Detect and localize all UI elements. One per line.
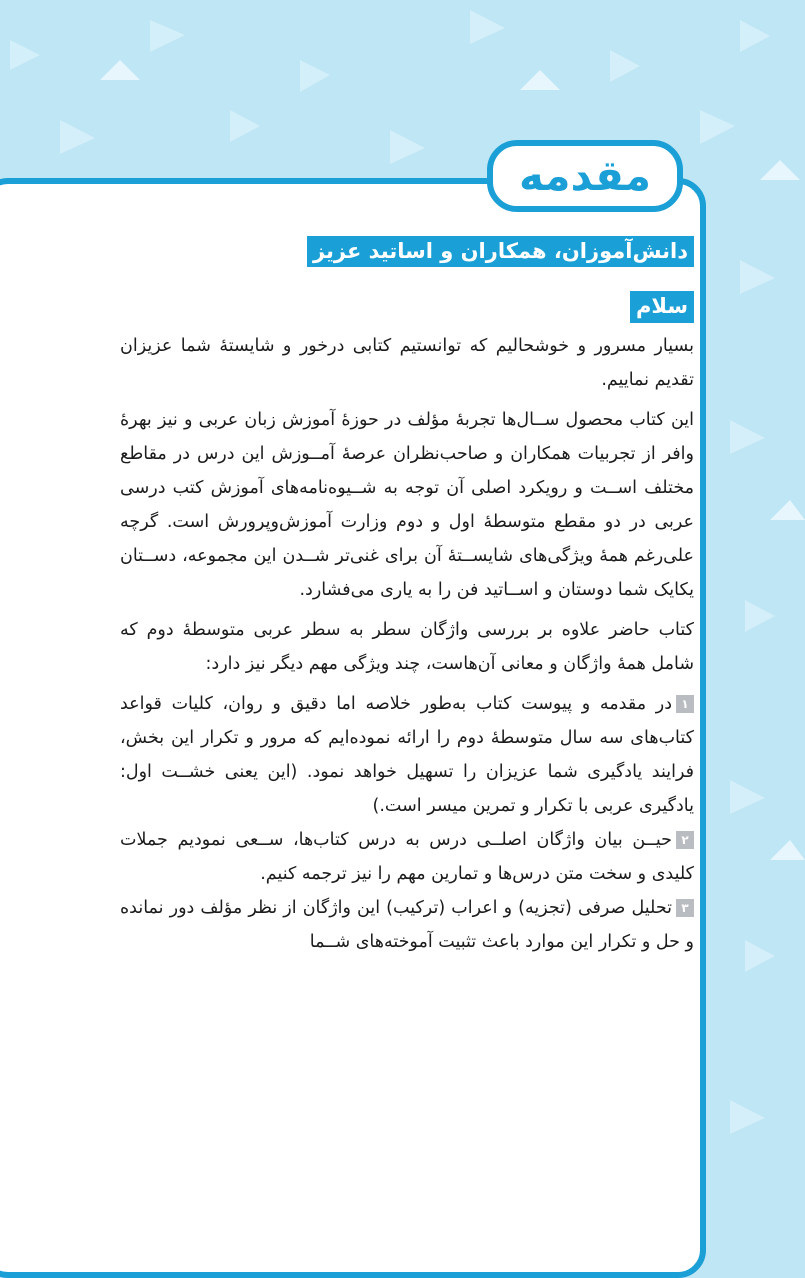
paragraph: بسیار مسرور و خوشحالیم که توانستیم کتابی درخور و شایستهٔ شما عزیزان تقدیم نماییم. <box>120 335 694 390</box>
list-item <box>120 823 694 891</box>
greeting-heading: سلام <box>630 291 694 322</box>
item-number-badge: ۳ <box>676 899 694 917</box>
list-item-text: تحلیل صرفی (تجزیه) و اعراب (ترکیب) این واژگان از نظر مؤلف دور نمانده و حل و تکرار این موارد باعث تثبیت آموخته‌های شــما <box>120 897 694 952</box>
item-number-badge: ۱ <box>676 695 694 713</box>
page-title: مقدمه <box>519 151 651 200</box>
audience-heading: دانش‌آموزان، همکاران و اساتید عزیز <box>307 236 694 267</box>
list-item-text: در مقدمه و پیوست کتاب به‌طور خلاصه اما دقیق و روان، کلیات قواعد کتاب‌های سه سال متوسطهٔ دوم را ارائه نموده‌ایم که مرور و تکرار این بخش، فرایند یادگیری شما عزیزان را تسهیل خواهد نمود. (این یعنی خشــت اول: یادگیری عربی با تکرار و تمرین میسر است.) <box>120 693 694 816</box>
list-item-text: حیــن بیان واژگان اصلــی درس به درس کتاب‌ها، ســعی نمودیم جملات کلیدی و سخت متن درس‌ها و تمارین مهم را نیز ترجمه کنیم. <box>120 829 694 884</box>
title-badge <box>487 140 683 212</box>
item-number-badge: ۲ <box>676 831 694 849</box>
list-item <box>120 891 694 959</box>
list-item <box>120 687 694 823</box>
paragraph: این کتاب محصول ســال‌ها تجربهٔ مؤلف در حوزهٔ آموزش زبان عربی و نیز بهرهٔ وافر از تجربیات همکاران و صاحب‌نظران عرصهٔ آمــوزش این درس در مقاطع مختلف اســت و رویکرد اصلی آن توجه به شــیوه‌نامه‌های آموزش کتب درسی عربی در دو مقطع متوسطهٔ اول و دوم وزارت آموزش‌وپرورش است. گرچه علی‌رغم همهٔ ویژگی‌های شایســتهٔ آن برای غنی‌تر شــدن این مجموعه، دســتان یکایک شما دوستان و اســاتید فن را به یاری می‌فشارد. <box>120 409 694 600</box>
intro-content <box>120 236 694 959</box>
paragraph: کتاب حاضر علاوه بر بررسی واژگان سطر به سطر عربی متوسطهٔ دوم که شامل همهٔ واژگان و معانی آن‌هاست، چند ویژگی مهم دیگر نیز دارد: <box>120 619 694 674</box>
